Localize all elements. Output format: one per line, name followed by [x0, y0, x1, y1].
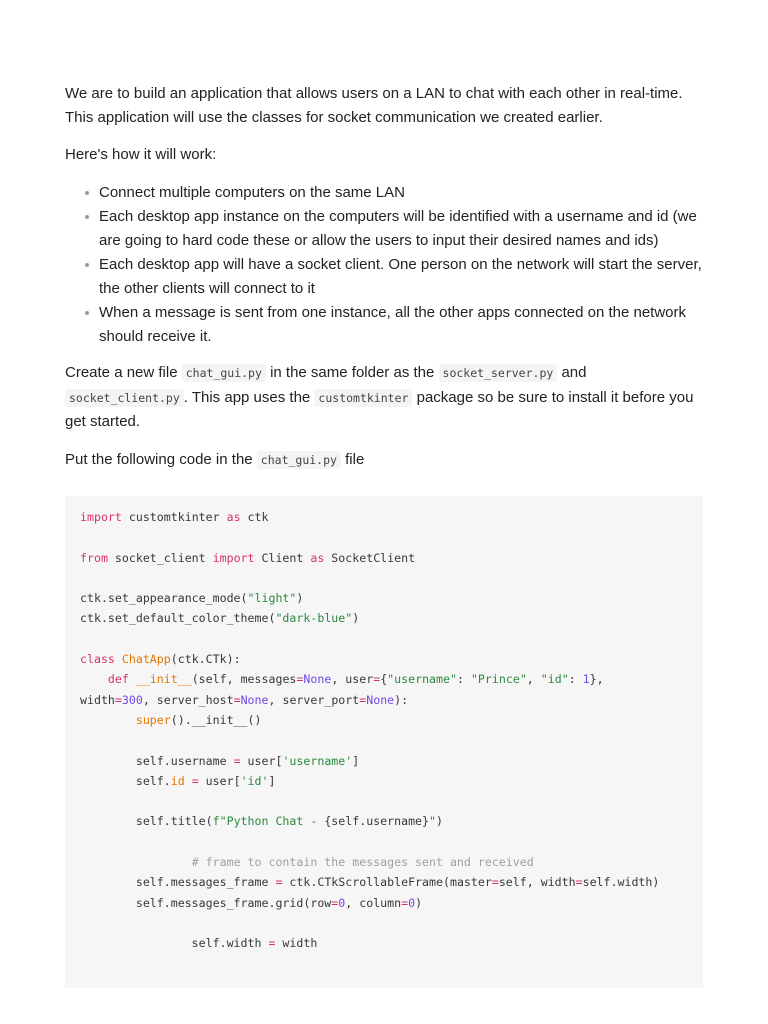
create-file-paragraph: Create a new file chat_gui.py in the same folder as the socket_server.py and socket_client.py . This app uses the customtkinter package so be sure to install it before you get started.: [65, 364, 694, 430]
list-item: Connect multiple computers on the same LAN: [65, 181, 710, 205]
intro-paragraph: We are to build an application that allows users on a LAN to chat with each other in real-time. This application will use the classes for socket communication we created earlier.: [65, 85, 683, 126]
code-line-blank: [80, 730, 688, 750]
list-item: Each desktop app instance on the computers will be identified with a username and id (we are going to hard code these or allow the users to input their desired names and ids): [65, 205, 710, 252]
code-line: from socket_client import Client as SocketClient: [80, 550, 416, 565]
code-line: super().__init__(): [135, 712, 262, 727]
code-line-blank: [80, 629, 688, 649]
bullet-dot-icon: [85, 263, 89, 267]
code-line: # frame to contain the messages sent and received: [191, 855, 534, 870]
inline-code: socket_client.py: [65, 389, 184, 407]
article-body: [65, 82, 710, 488]
code-line: ctk.set_appearance_mode("light"): [80, 591, 304, 606]
code-block[interactable]: [65, 496, 703, 988]
code-line-blank: [80, 913, 688, 933]
code-line: ctk.set_default_color_theme("dark-blue"): [80, 611, 360, 626]
code-line: self.width = width: [80, 936, 318, 951]
list-item: Each desktop app will have a socket client. One person on the network will start the server, the other clients will connect to it: [65, 253, 710, 300]
code-line-blank: [80, 832, 688, 852]
inline-code: customtkinter: [314, 389, 412, 407]
bullet-dot-icon: [85, 215, 89, 219]
code-line: def __init__(self, messages=None, user={"username": "Prince", "id": 1},: [107, 672, 604, 687]
inline-code: chat_gui.py: [257, 451, 341, 469]
code-line-blank: [80, 568, 688, 588]
code-line: self.messages_frame = ctk.CTkScrollableFrame(master=self, width=self.width): [80, 875, 660, 890]
code-line-blank: [80, 527, 688, 547]
code-line: width=300, server_host=None, server_port=None):: [80, 692, 409, 707]
list-item: When a message is sent from one instance, all the other apps connected on the network should receive it.: [65, 301, 710, 348]
inline-code: chat_gui.py: [182, 364, 266, 382]
bullet-dot-icon: [85, 191, 89, 195]
code-line: class ChatApp(ctk.CTk):: [80, 652, 241, 667]
code-line: self.title(f"Python Chat - {self.username}"): [80, 814, 443, 829]
code-line-blank: [80, 791, 688, 811]
code-line: self.username = user['username']: [80, 753, 360, 768]
feature-list: [65, 181, 710, 349]
code-line: self.id = user['id']: [80, 773, 276, 788]
code-line: self.messages_frame.grid(row=0, column=0): [80, 895, 423, 910]
how-it-works-paragraph: Here's how it will work:: [65, 146, 217, 163]
bullet-dot-icon: [85, 311, 89, 315]
put-code-paragraph: Put the following code in the chat_gui.py file: [65, 450, 365, 468]
inline-code: socket_server.py: [439, 364, 558, 382]
code-line: import customtkinter as ctk: [80, 510, 269, 524]
